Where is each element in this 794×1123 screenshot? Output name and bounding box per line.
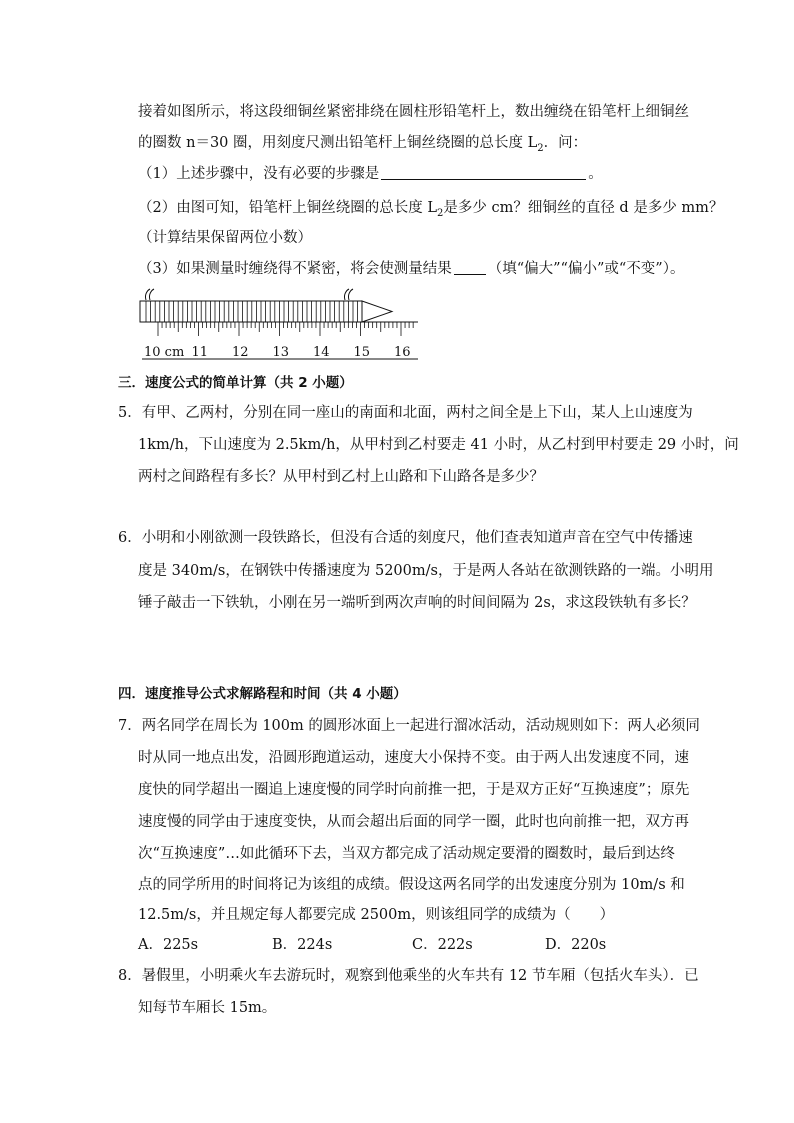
ruler-ticks xyxy=(158,322,413,336)
q6-line-2: 度是 340m/s，在钢铁中传播速度为 5200m/s，于是两人各站在欲测铁路的一端。小明用 xyxy=(138,563,714,579)
section-4-title: 四．速度推导公式求解路程和时间（共 4 小题） xyxy=(118,686,407,702)
ruler-labels xyxy=(144,345,411,360)
q5-line-1: 5．有甲、乙两村，分别在同一座山的南面和北面，两村之间全是上下山，某人上山速度为 xyxy=(118,405,693,421)
section-3-title: 三．速度公式的简单计算（共 2 小题） xyxy=(118,375,353,391)
q4-line-2-end: ．问： xyxy=(543,135,588,151)
q4-part-3-text: （3）如果测量时缠绕得不紧密，将会使测量结果 xyxy=(138,261,452,277)
q6-line-3: 锤子敲击一下铁轨，小刚在另一端听到两次声响的时间间隔为 2s，求这段铁轨有多长？ xyxy=(138,595,696,611)
q7-line-4: 速度慢的同学由于速度变快，从而会超出后面的同学一圈，此时也向前推一把，双方再 xyxy=(138,814,689,830)
q4-line-2-subscript: 2 xyxy=(537,142,544,154)
q4-part-2-note: （计算结果保留两位小数） xyxy=(138,230,312,246)
q7-line-6: 点的同学所用的时间将记为该组的成绩。假设这两名同学的出发速度分别为 10m/s 和 xyxy=(138,877,685,893)
q4-part-2-subscript: 2 xyxy=(436,207,444,219)
q4-part-2-text: （2）由图可知，铅笔杆上铜丝绕圈的总长度 L xyxy=(138,200,437,216)
q8-line-2: 知每节车厢长 15m。 xyxy=(138,1000,277,1016)
q4-part-1 xyxy=(138,164,603,184)
pencil-ruler-figure xyxy=(130,284,430,364)
q7-line-2: 时从同一地点出发，沿圆形跑道运动，速度大小保持不变。由于两人出发速度不同，速 xyxy=(138,750,689,766)
wire-end-left xyxy=(145,289,154,300)
q7-line-1: 7．两名同学在周长为 100m 的圆形冰面上一起进行溜冰活动，活动规则如下：两人必须同 xyxy=(118,718,700,734)
q4-part-1-answer-blank[interactable] xyxy=(381,164,586,180)
ruler-label: 13 xyxy=(272,345,290,360)
q7-option-d[interactable]: D．220s xyxy=(545,937,607,953)
q5-line-2: 1km/h，下山速度为 2.5km/h，从甲村到乙村要走 41 小时，从乙村到甲村要走 29 小时，问 xyxy=(138,437,739,453)
q7-line-5: 次“互换速度”…如此循环下去，当双方都完成了活动规定要滑的圈数时，最后到达终 xyxy=(138,846,675,862)
q4-part-2 xyxy=(138,198,723,224)
q7-option-a[interactable]: A．225s xyxy=(138,937,199,953)
ruler-label: 11 xyxy=(191,345,209,360)
q4-line-1: 接着如图所示，将这段细铜丝紧密排绕在圆柱形铅笔杆上，数出缠绕在铅笔杆上细铜丝 xyxy=(138,104,689,120)
q4-line-2 xyxy=(138,133,587,159)
copper-coils xyxy=(146,301,358,322)
q4-part-2-end: 是多少 cm？细铜丝的直径 d 是多少 mm？ xyxy=(443,200,724,216)
q7-option-b[interactable]: B．224s xyxy=(272,937,333,953)
q8-line-1: 8．暑假里，小明乘火车去游玩时，观察到他乘坐的火车共有 12 节车厢（包括火车头）．已 xyxy=(118,968,699,984)
q4-part-3-answer-blank[interactable] xyxy=(454,259,486,275)
ruler-label: 16 xyxy=(394,345,411,360)
pencil-tip xyxy=(362,301,392,322)
q7-line-7: 12.5m/s，并且规定每人都要完成 2500m，则该组同学的成绩为（ ） xyxy=(138,907,615,923)
ruler-label: 12 xyxy=(232,345,249,360)
q4-part-3 xyxy=(138,259,684,279)
wire-end-right xyxy=(344,289,353,300)
q4-part-1-end: 。 xyxy=(588,166,603,182)
ruler-label: 15 xyxy=(353,345,371,360)
q7-line-3: 度快的同学超出一圈追上速度慢的同学时向前推一把，于是双方正好“互换速度”；原先 xyxy=(138,782,690,798)
ruler-label: 14 xyxy=(313,345,330,360)
q6-line-1: 6．小明和小刚欲测一段铁路长，但没有合适的刻度尺，他们查表知道声音在空气中传播速 xyxy=(118,530,693,546)
q7-option-c[interactable]: C．222s xyxy=(412,937,473,953)
ruler-label: 10 cm xyxy=(144,345,185,360)
q4-line-2-text: 的圈数 n＝30 圈，用刻度尺测出铅笔杆上铜丝绕圈的总长度 L xyxy=(138,135,538,151)
q5-line-3: 两村之间路程有多长？从甲村到乙村上山路和下山路各是多少？ xyxy=(138,469,544,485)
q4-part-1-text: （1）上述步骤中，没有必要的步骤是 xyxy=(138,166,380,182)
q4-part-3-end: （填“偏大”“偏小”或“不变”）。 xyxy=(487,261,685,277)
